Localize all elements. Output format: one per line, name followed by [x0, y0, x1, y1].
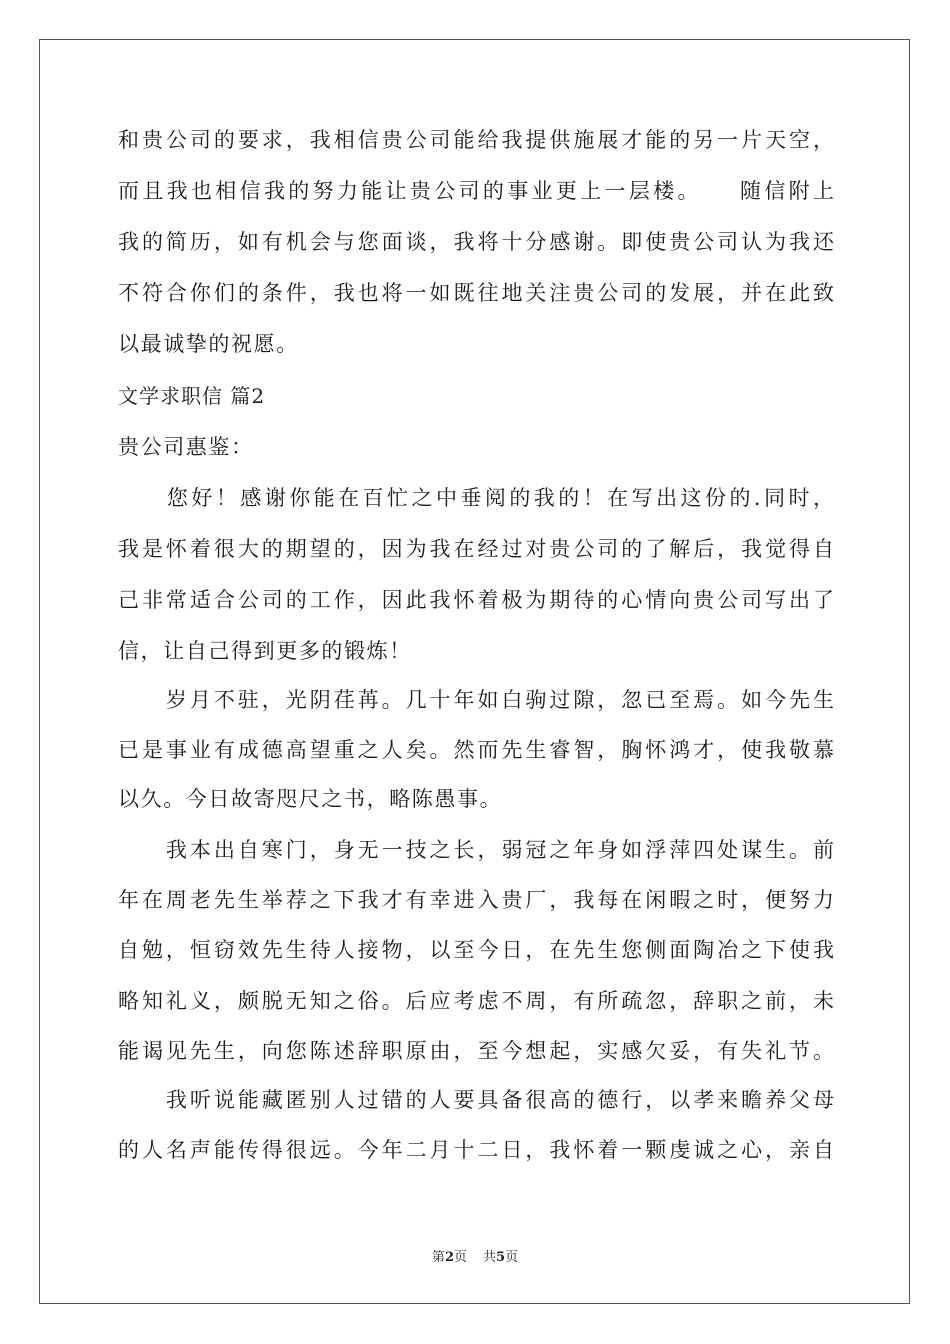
text-line: 岁月不驻，光阴荏苒。几十年如白驹过隙，忽已至焉。如今先生 [118, 688, 834, 712]
text-line: 不符合你们的条件，我也将一如既往地关注贵公司的发展，并在此致 [118, 281, 834, 305]
text-line: 信，让自己得到更多的锻炼！ [118, 639, 412, 663]
text-line: 和贵公司的要求，我相信贵公司能给我提供施展才能的另一片天空， [118, 128, 834, 152]
page-footer [0, 1246, 950, 1265]
text-line: 略知礼义，颇脱无知之俗。后应考虑不周，有所疏忽，辞职之前，未 [118, 989, 834, 1013]
text-line: 以最诚挚的祝愿。 [118, 332, 299, 356]
page-total: 5 [496, 1250, 506, 1265]
total-unit: 页 [505, 1250, 519, 1265]
page-prefix: 第 [431, 1250, 445, 1265]
text-line: 年在周老先生举荐之下我才有幸进入贵厂，我每在闲暇之时，便努力 [118, 888, 834, 912]
text-line: 我听说能藏匿别人过错的人要具备很高的德行，以孝来瞻养父母 [118, 1088, 834, 1112]
text-line: 我是怀着很大的期望的，因为我在经过对贵公司的了解后，我觉得自 [118, 537, 834, 561]
salutation: 贵公司惠鉴： [118, 435, 254, 459]
text-line: 以久。今日故寄咫尺之书，略陈愚事。 [118, 787, 503, 811]
section-heading: 文学求职信 篇2 [118, 384, 266, 408]
text-line: 已是事业有成德高望重之人矣。然而先生睿智，胸怀鸿才，使我敬慕 [118, 738, 834, 762]
text-line: 己非常适合公司的工作，因此我怀着极为期待的心情向贵公司写出了 [118, 588, 834, 612]
text-line: 的人名声能传得很远。今年二月十二日，我怀着一颗虔诚之心，亲自 [118, 1138, 834, 1162]
page-current: 2 [444, 1250, 454, 1265]
text-line: 您好！感谢你能在百忙之中垂阅的我的！在写出这份的.同时， [118, 486, 834, 510]
text-line: 而且我也相信我的努力能让贵公司的事业更上一层楼。 随信附上 [118, 179, 834, 203]
page-unit: 页 [453, 1250, 467, 1265]
text-line: 自勉，恒窃效先生待人接物，以至今日，在先生您侧面陶冶之下使我 [118, 938, 834, 962]
total-prefix: 共 [483, 1250, 497, 1265]
text-line: 能谒见先生，向您陈述辞职原由，至今想起，实感欠妥，有失礼节。 [118, 1039, 834, 1063]
text-line: 我的简历，如有机会与您面谈，我将十分感谢。即使贵公司认为我还 [118, 230, 834, 254]
text-line: 我本出自寒门，身无一技之长，弱冠之年身如浮萍四处谋生。前 [118, 838, 834, 862]
